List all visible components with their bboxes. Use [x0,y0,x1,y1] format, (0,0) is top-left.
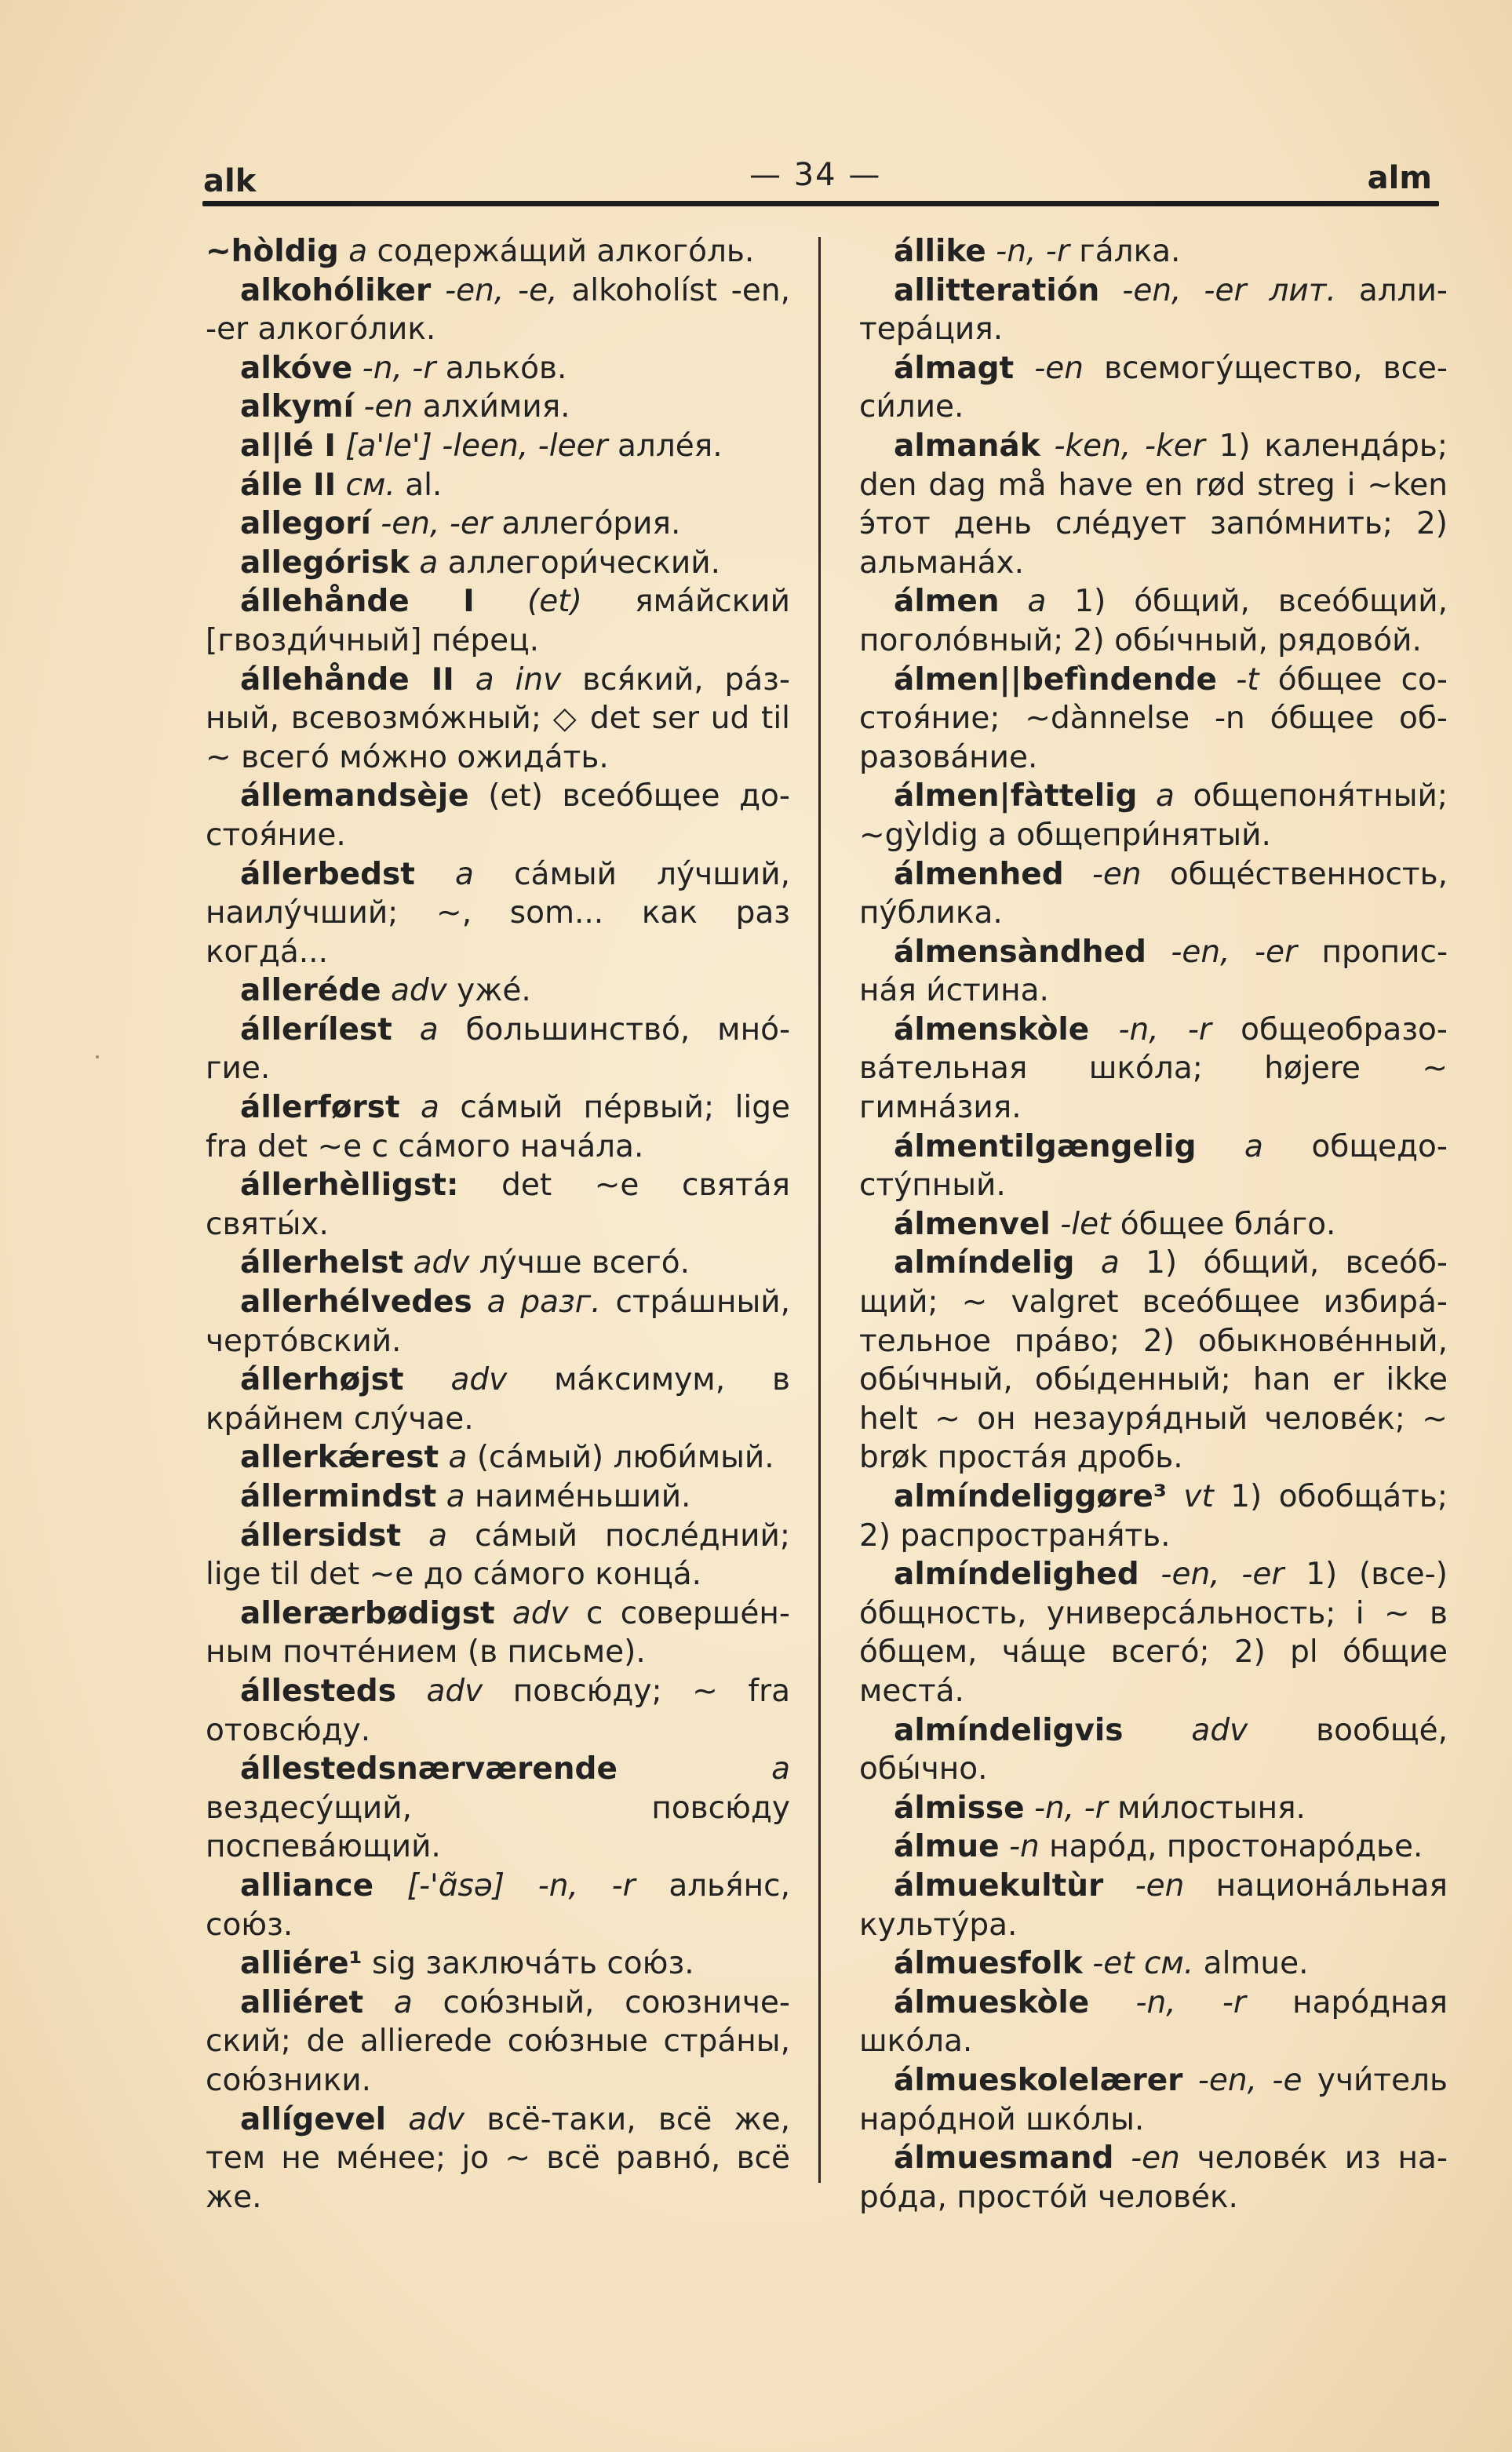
dictionary-entry [859,1944,1448,1984]
grammar-note: a разг. [486,1284,601,1321]
headword: álmentilgængelig [894,1128,1197,1164]
grammar-note: -ken, -ker [1054,428,1205,464]
grammar-note: -en [1091,856,1142,892]
definition: всемогу́щество, всеси́лие. [859,350,1448,425]
grammar-note: a [1244,1128,1263,1164]
dictionary-entry [859,2139,1448,2217]
grammar-note: adv [413,1245,470,1281]
dictionary-entry [859,933,1448,1011]
grammar-note: -en [1135,1867,1185,1904]
definition: большинство́, мно́гие. [206,1011,791,1087]
paper-speck [96,1055,99,1058]
definition: обще́ственность, пу́блика. [859,856,1448,931]
header-left-guideword: alk [203,163,257,199]
definition: са́мый пе́рвый; lige fra det ~e с са́мого нача́ла. [206,1090,790,1164]
definition: га́лка. [1079,234,1181,269]
headword: álmagt [894,350,1015,386]
grammar-note: adv [390,973,447,1009]
definition: содержа́щий алкого́ль. [377,234,755,269]
definition: sig заключа́ть сою́з. [372,1946,694,1982]
headword: almíndeliggøre³ [894,1479,1167,1514]
definition: 1) (все-) о́бщность, универса́льность; i ~ в о́бщем, ча́ще всего́; 2) pl о́бщие места́. [859,1557,1448,1709]
dictionary-entry [859,427,1448,582]
headword: állersidst [240,1517,402,1554]
dictionary-entry [206,582,790,660]
headword: állehånde I [240,584,475,620]
headword: állike [894,234,986,269]
dictionary-entry [859,1205,1448,1244]
grammar-note: adv [426,1673,483,1709]
dictionary-entry [206,1011,790,1088]
headword: allegorí [240,506,371,542]
dictionary-entry [206,349,790,388]
headword: állehånde II [240,661,454,698]
headword: alliére¹ [240,1946,363,1982]
grammar-note: -n, -r [1033,1790,1108,1826]
grammar-note: -n, -r [1135,1984,1246,2020]
left-column [206,232,790,2217]
grammar-note: (et) [527,584,582,620]
grammar-note: -n [1008,1829,1040,1865]
grammar-note: a [428,1517,448,1554]
grammar-note: -n, -r [1118,1011,1211,1047]
headword: álmuesmand [894,2140,1114,2177]
headword: alkohóliker [240,272,432,308]
definition: вся́кий, ра́зный, всевозмо́жный; ◇ det ser ud til ~ всего́ мо́жно ожида́ть. [206,661,790,775]
dictionary-entry [859,1789,1448,1828]
headword: állestedsnærværende [240,1751,618,1787]
headword: al|lé I [240,428,336,464]
headword: almíndelighed [894,1557,1139,1593]
dictionary-entry [859,2061,1448,2139]
dictionary-entry [859,1711,1448,1789]
grammar-note: -n, -r [362,350,436,386]
dictionary-entry [206,971,790,1011]
headword: álmenskòle [894,1011,1090,1047]
definition: (са́мый) люби́мый. [476,1440,774,1476]
grammar-note: -t [1236,661,1259,698]
grammar-note: -en, -er [1171,934,1298,970]
dictionary-entry [206,1438,790,1477]
grammar-note: a [419,1011,439,1047]
definition: о́бщее бла́го. [1120,1206,1336,1242]
definition: стра́шный, черто́вский. [206,1284,790,1359]
dictionary-entry [206,1088,790,1166]
dictionary-entry [206,427,790,466]
definition: наро́д, простонаро́дье. [1049,1829,1423,1865]
definition: о́бщее состоя́ние; ~dànnelse -n о́бщее образова́ние. [859,661,1448,775]
dictionary-entry [206,1477,790,1517]
dictionary-entry [859,1984,1448,2061]
dictionary-entry [859,661,1448,778]
dictionary-entry [206,1361,790,1438]
grammar-note: -n, -r [996,234,1069,269]
definition: национа́льная культу́ра. [859,1867,1448,1943]
definition: са́мый лу́чший, наилу́чший; ~, som... как раз когда́... [206,856,790,970]
grammar-note: a [1027,584,1047,620]
definition: челове́к из наро́да, просто́й челове́к. [859,2140,1448,2215]
dictionary-entry [206,661,790,778]
definition: наиме́ньший. [475,1479,691,1514]
headword: alliance [240,1867,374,1904]
dictionary-entry [206,1867,790,1944]
headword: allerærbødigst [240,1595,495,1631]
dictionary-entry [206,232,790,271]
grammar-note: adv [1191,1712,1248,1748]
definition: наро́дная шко́ла. [859,1984,1448,2060]
grammar-note: a [771,1751,790,1787]
definition: 1) о́бщий, всео́бщий, поголо́вный; 2) обы́чный, рядово́й. [859,584,1448,658]
dictionary-entry [859,1477,1448,1555]
headword: allegórisk [240,545,410,581]
grammar-note: a [348,234,368,269]
headword: allerhélvedes [240,1284,472,1321]
definition: ма́ксимум, в кра́йнем слу́чае. [206,1362,791,1437]
definition: алько́в. [445,350,567,386]
dictionary-entry [206,505,790,544]
headword: álle II [240,467,337,503]
grammar-note: -en, -e [1197,2062,1303,2098]
definition: алле́я. [618,428,723,464]
definition: аллего́рия. [501,506,681,542]
dictionary-entry [206,855,790,972]
dictionary-entry [206,1984,790,2100]
headword: allitteratión [894,272,1100,308]
column-divider [818,237,821,2183]
dictionary-entry [206,1672,790,1750]
headword: álmen||befìndende [894,661,1217,698]
headword: allerkǽrest [240,1440,439,1476]
definition: сою́зный, союзнический; de allierede сою́зные стра́ны, сою́зники. [206,1984,790,2098]
grammar-note: adv [408,2101,465,2137]
grammar-note: a [446,1479,465,1514]
headword: álmensàndhed [894,934,1146,970]
dictionary-entry [859,349,1448,427]
definition: лу́чше всего́. [479,1245,690,1281]
grammar-note: a [1156,778,1175,814]
headword: almíndeligvis [894,1712,1124,1748]
dictionary-entry [859,1827,1448,1867]
definition: alkoholíst -en, -er алкого́лик. [206,272,790,348]
headword: álmenvel [894,1206,1051,1242]
headword: állerbedst [240,856,415,892]
headword: állesteds [240,1673,396,1709]
definition: общедосту́пный. [859,1128,1448,1204]
right-column [859,232,1448,2217]
headword: almíndelig [894,1245,1075,1281]
definition: аллегори́ческий. [447,545,721,581]
dictionary-entry [859,777,1448,854]
grammar-note: adv [450,1362,508,1398]
grammar-note: -en, -er лит. [1122,272,1336,308]
definition: 1) обобща́ть; 2) распространя́ть. [859,1479,1448,1554]
grammar-note: -et см. [1092,1946,1194,1982]
dictionary-entry [859,582,1448,660]
definition: det ~e свята́я святы́х. [206,1168,790,1242]
grammar-note: -en [363,389,414,425]
headword: álmueskòle [894,1984,1090,2020]
dictionary-entry [859,1555,1448,1711]
headword: alliéret [240,1984,364,2020]
headword: álmen [894,584,1000,620]
dictionary-entry [206,544,790,583]
headword: ~hòldig [206,234,339,269]
dictionary-entry [206,388,790,427]
dictionary-entry [206,271,790,349]
definition: са́мый после́дний; lige til det ~e до са́мого конца́. [206,1517,790,1593]
grammar-note: a [448,1440,468,1476]
dictionary-entry [206,1166,790,1244]
dictionary-entry [859,271,1448,349]
definition: 1) календа́рь; den dag må have en rød streg i ~ken э́тот день сле́дует запо́мнить; 2) альмана́х. [859,428,1448,581]
grammar-note: a [455,856,474,892]
headword: álmen|fàttelig [894,778,1138,814]
dictionary-entry [206,1283,790,1361]
grammar-note: -let [1060,1206,1111,1242]
headword: allígevel [240,2101,387,2137]
dictionary-entry [859,1244,1448,1477]
grammar-note: [a'le'] -leen, -leer [345,428,608,464]
definition: с соверше́нным почте́нием (в письме). [206,1595,790,1670]
definition: al. [405,467,443,503]
definition: повсю́ду; ~ fra отовсю́ду. [206,1673,791,1748]
headword: álmueskolelærer [894,2062,1183,2098]
dictionary-entry [206,1244,790,1283]
dictionary-entry [206,466,790,505]
headword: állerhelst [240,1245,404,1281]
definition: прописна́я и́стина. [859,934,1448,1009]
grammar-note: a [1100,1245,1120,1281]
dictionary-entry [206,1594,790,1672]
headword: álmenhed [894,856,1064,892]
dictionary-entry [206,1750,790,1867]
header-right-guideword: alm [1367,160,1432,196]
headword: almanák [894,428,1040,464]
dictionary-entry [206,1517,790,1594]
grammar-note: -en [1034,350,1084,386]
dictionary-entry [206,1944,790,1984]
dictionary-entry [206,2100,790,2217]
grammar-note: -en [1131,2140,1180,2177]
headword: állerhèlligst: [240,1168,459,1204]
definition: всё-таки, всё же, тем не ме́нее; jo ~ всё равно́, всё же. [206,2101,790,2215]
grammar-note: -en, -er [381,506,492,542]
grammar-note: a [393,1984,413,2020]
dictionary-entry [859,1867,1448,1944]
headword: álmisse [894,1790,1025,1826]
definition: almue. [1203,1946,1309,1982]
dictionary-entry [859,855,1448,933]
dictionary-entry [859,232,1448,271]
headword: állerhøjst [240,1362,404,1398]
dictionary-entry [859,1128,1448,1205]
headword: állermindst [240,1479,437,1514]
definition: вездесу́щий, повсю́ду поспева́ющий. [206,1790,790,1865]
headword: alkymí [240,389,355,425]
headword: állemandsèje [240,778,469,814]
page-header [200,149,1440,204]
grammar-note: a [419,545,439,581]
headword: álmuekultùr [894,1867,1104,1904]
grammar-note: см. [345,467,395,503]
definition: уже́. [457,973,531,1009]
definition: 1) о́бщий, всео́бщий; ~ valgret всео́бщее избира́тельное пра́во; 2) обыкнове́нный, обы́чный, обы́денный; han er ikke helt ~ он незауря́дный челове́к; ~ brøk проста́я дробь. [859,1245,1448,1476]
definition: яма́йский [гвозди́чный] пе́рец. [206,584,790,658]
grammar-note: -en, -er [1160,1557,1284,1593]
header-rule [202,201,1439,206]
headword: alkóve [240,350,353,386]
grammar-note: adv [512,1595,569,1631]
headword: álmuesfolk [894,1946,1083,1982]
definition: общепоня́тный; ~gỳldig a общепри́нятый. [859,778,1448,853]
definition: алья́нс, сою́з. [206,1867,790,1943]
grammar-note: a inv [475,661,562,698]
definition: ми́лостыня. [1117,1790,1306,1826]
definition: учи́тель наро́дной шко́лы. [859,2062,1448,2137]
definition: алхи́мия. [422,389,570,425]
grammar-note: -en, -e, [445,272,558,308]
definition: (et) всео́бщее достоя́ние. [206,778,790,853]
grammar-note: [-'ɑ̃sə] -n, -r [406,1867,636,1904]
headword: állerførst [240,1090,400,1126]
definition: аллитера́ция. [859,272,1448,348]
dictionary-entry [859,1011,1448,1128]
headword: álmue [894,1829,1000,1865]
grammar-note: vt [1183,1479,1214,1514]
headword: állerílest [240,1011,392,1047]
grammar-note: a [421,1090,439,1126]
dictionary-entry [206,777,790,854]
page-number: — 34 — [749,157,882,193]
definition: вообще́, обы́чно. [859,1712,1448,1787]
definition: общеобразова́тельная шко́ла; højere ~ гимна́зия. [859,1011,1448,1126]
headword: alleréde [240,973,381,1009]
